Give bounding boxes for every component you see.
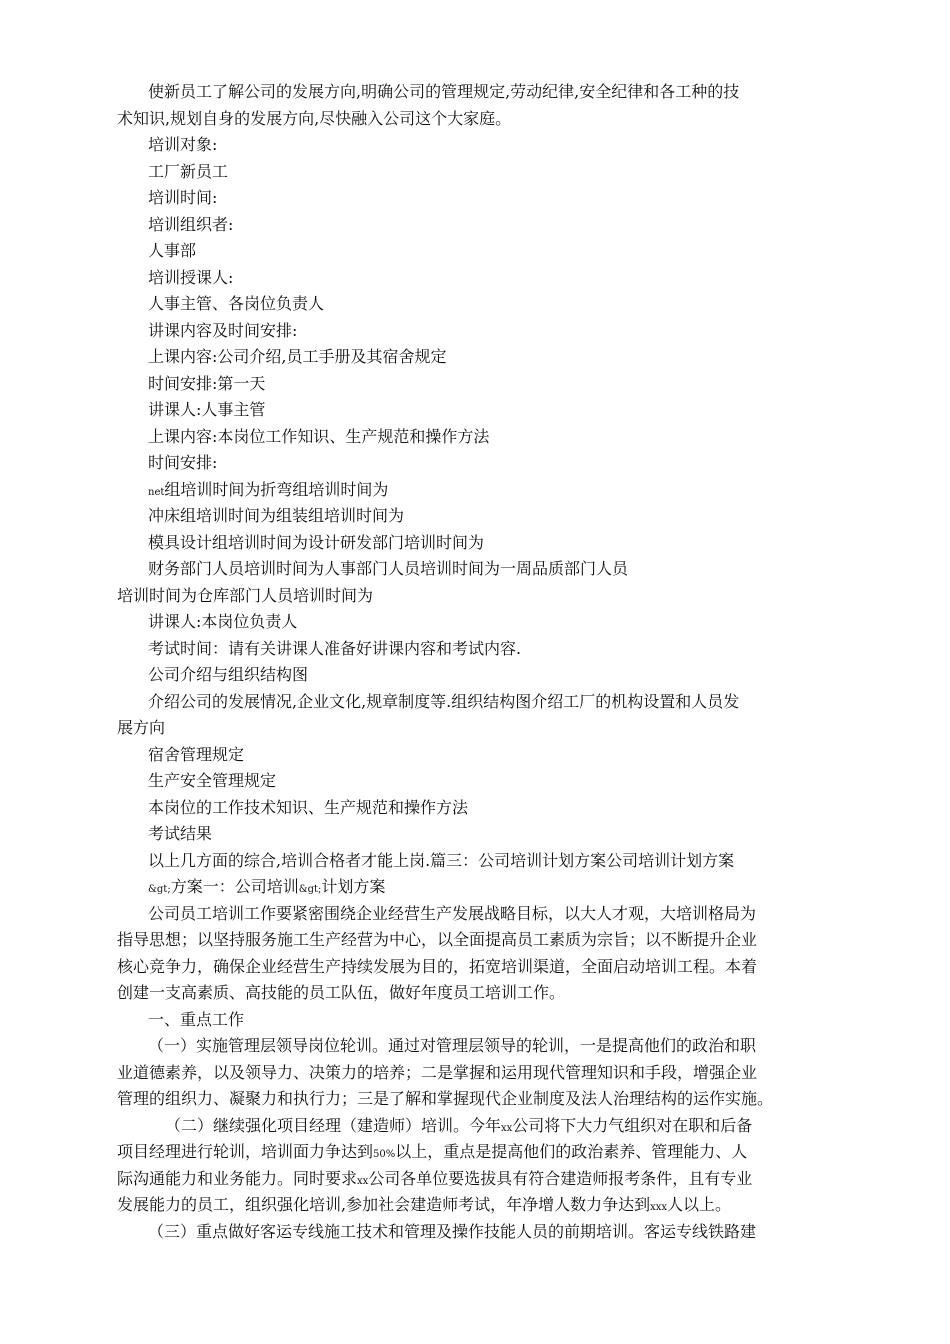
text-line: 展方向 <box>117 718 166 737</box>
text-line: 上课内容:本岗位工作知识、生产规范和操作方法 <box>148 427 490 446</box>
text-line: 本岗位的工作技术知识、生产规范和操作方法 <box>148 798 469 817</box>
text-line: 讲课内容及时间安排: <box>148 321 298 340</box>
small-text: xxx <box>650 1202 668 1213</box>
text-line: &gt;方案一：公司培训&gt;计划方案 <box>148 877 386 896</box>
text-line: 指导思想；以坚持服务施工生产经营为中心，以全面提高员工素质为宗旨；以不断提升企业 <box>117 930 758 949</box>
text-line: （一）实施管理层领导岗位轮训。通过对管理层领导的轮训，一是提高他们的政治和职 <box>148 1036 757 1055</box>
heading: 一、重点工作 <box>148 1010 245 1029</box>
text-line: 际沟通能力和业务能力。同时要求xx公司各单位要选拔具有符合建造师报考条件，且有专业 <box>117 1169 753 1188</box>
text-line: 管理的组织力、凝聚力和执行力；三是了解和掌握现代企业制度及法人治理结构的运作实施。 <box>117 1089 774 1108</box>
text-line: 时间安排: <box>148 453 218 472</box>
text-line: 宿舍管理规定 <box>148 745 245 764</box>
text-line: 考试时间：请有关讲课人准备好讲课内容和考试内容. <box>148 639 522 658</box>
text-line: 考试结果 <box>148 824 213 843</box>
text-line: net组培训时间为折弯组培训时间为 <box>148 480 389 499</box>
text-line: 术知识,规划自身的发展方向,尽快融入公司这个大家庭。 <box>117 109 512 128</box>
text-line: 时间安排:第一天 <box>148 374 266 393</box>
text-line: 发展能力的员工，组织强化培训,参加社会建造师考试，年净增人数力争达到xxx人以上。 <box>117 1195 732 1214</box>
small-text: 50% <box>373 1149 396 1160</box>
text-line: 培训授课人: <box>148 268 234 287</box>
text-line: 使新员工了解公司的发展方向,明确公司的管理规定,劳动纪律,安全纪律和各工种的技 <box>148 82 740 101</box>
text-line: 项目经理进行轮训，培训面力争达到50%以上，重点是提高他们的政治素养、管理能力、人 <box>117 1142 748 1161</box>
text-line: 讲课人:本岗位负责人 <box>148 612 298 631</box>
text-line: 业道德素养，以及领导力、决策力的培养；二是掌握和运用现代管理知识和手段，增强企业 <box>117 1063 758 1082</box>
small-text: &gt; <box>298 884 322 895</box>
text-line: （二）继续强化项目经理（建造师）培训。今年xx公司将下大力气组织对在职和后备 <box>165 1116 753 1135</box>
text-line: 财务部门人员培训时间为人事部门人员培训时间为一周品质部门人员 <box>148 559 629 578</box>
text-line: 人事主管、各岗位负责人 <box>148 294 325 313</box>
text-line: 培训时间为仓库部门人员培训时间为 <box>117 586 374 605</box>
text-line: 讲课人:人事主管 <box>148 400 266 419</box>
text-line: 生产安全管理规定 <box>148 771 277 790</box>
text-line: 培训组织者: <box>148 215 234 234</box>
text-line: 培训时间: <box>148 188 218 207</box>
text-line: 模具设计组培训时间为设计研发部门培训时间为 <box>148 533 485 552</box>
text-line: 公司员工培训工作要紧密围绕企业经营生产发展战略目标，以大人才观，大培训格局为 <box>148 904 757 923</box>
small-text: xx <box>501 1123 513 1134</box>
text-line: 培训对象: <box>148 135 218 154</box>
text-line: 介绍公司的发展情况,企业文化,规章制度等.组织结构图介绍工厂的机构设置和人员发 <box>148 692 740 711</box>
text-line: 上课内容:公司介绍,员工手册及其宿舍规定 <box>148 347 447 366</box>
small-text: xx <box>357 1176 369 1187</box>
text-line: 人事部 <box>148 241 197 260</box>
text-line: 核心竞争力，确保企业经营生产持续发展为目的，拓宽培训渠道，全面启动培训工程。本着 <box>117 957 758 976</box>
small-text: net <box>148 487 165 498</box>
small-text: &gt; <box>148 884 171 895</box>
text-line: 以上几方面的综合,培训合格者才能上岗.篇三：公司培训计划方案公司培训计划方案 <box>148 851 735 870</box>
text-line: （三）重点做好客运专线施工技术和管理及操作技能人员的前期培训。客运专线铁路建 <box>148 1222 757 1241</box>
text-line: 公司介绍与组织结构图 <box>148 665 309 684</box>
text-line: 冲床组培训时间为组装组培训时间为 <box>148 506 405 525</box>
text-line: 工厂新员工 <box>148 162 229 181</box>
text-line: 创建一支高素质、高技能的员工队伍，做好年度员工培训工作。 <box>117 983 566 1002</box>
